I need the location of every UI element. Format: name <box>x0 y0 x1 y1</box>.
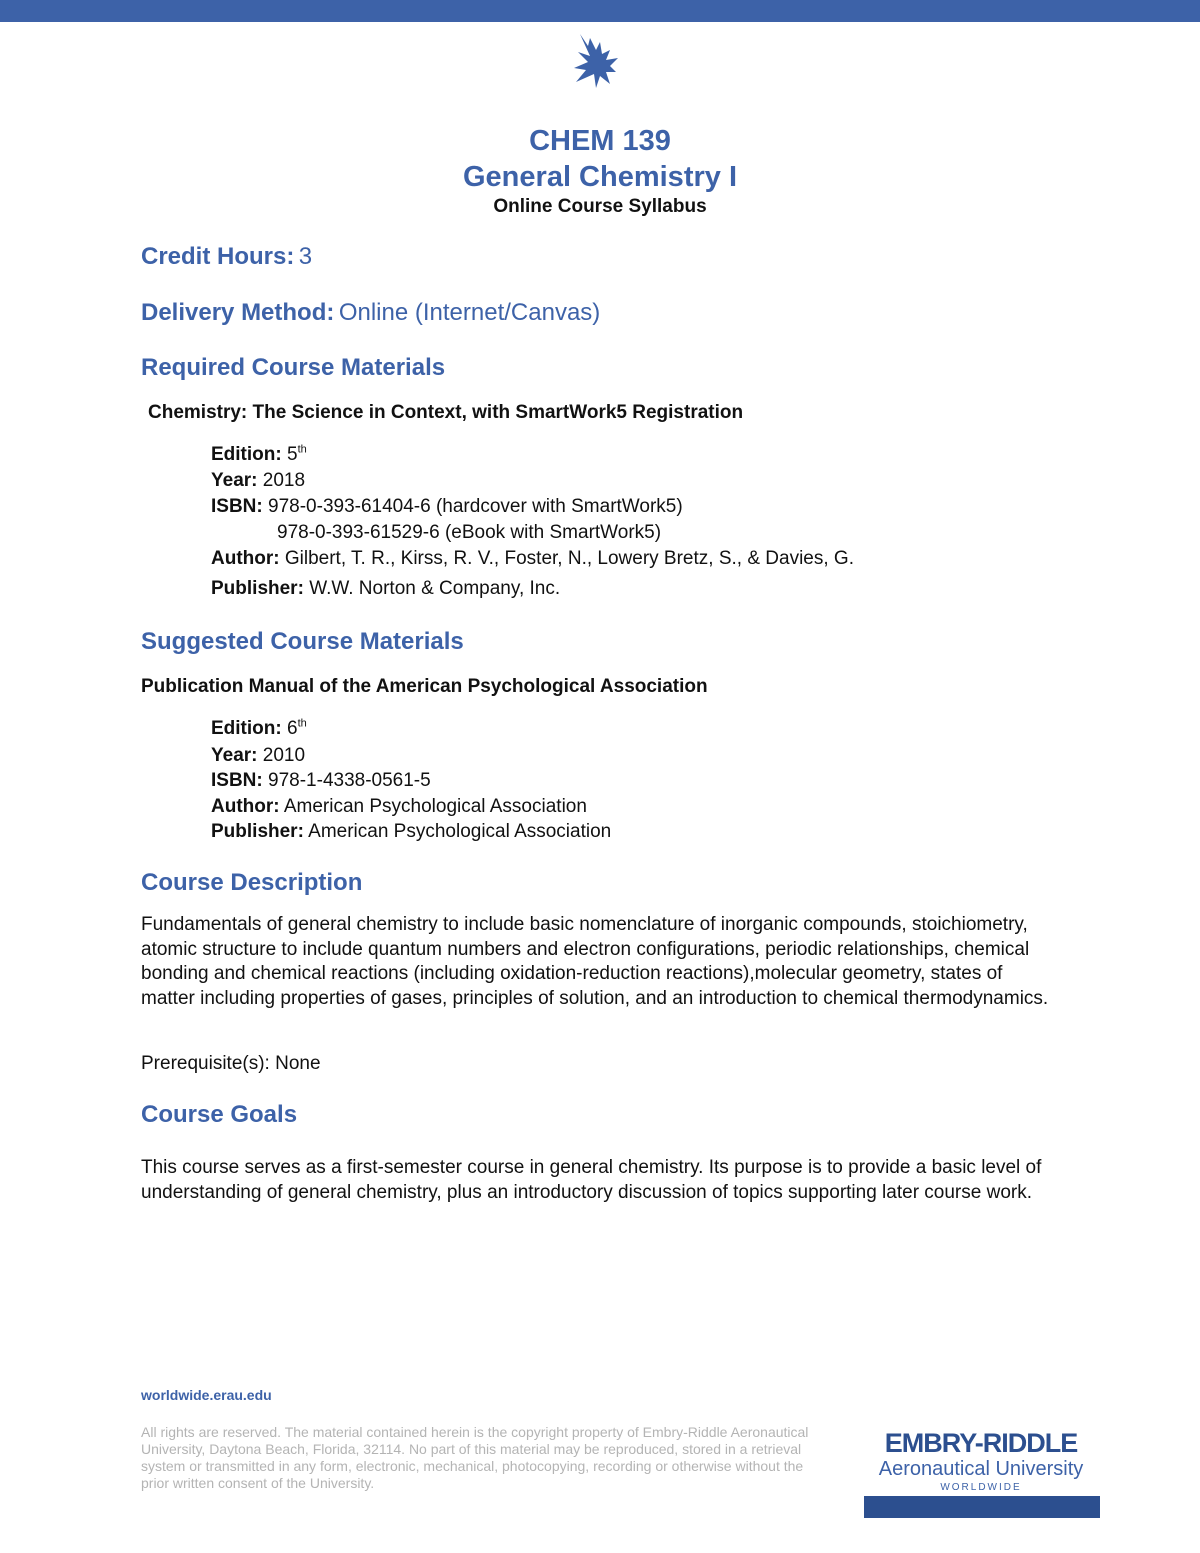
course-description-heading: Course Description <box>141 869 363 896</box>
credit-hours-label: Credit Hours: <box>141 243 295 270</box>
publisher-value: W.W. Norton & Company, Inc. <box>309 578 561 599</box>
suggested-edition <box>211 716 307 742</box>
delivery-method-label: Delivery Method: <box>141 299 335 326</box>
required-publisher <box>211 576 560 602</box>
edition-label: Edition: <box>211 444 282 465</box>
suggested-year <box>211 743 305 769</box>
suggested-materials-heading: Suggested Course Materials <box>141 628 464 655</box>
course-goals-body: This course serves as a first-semester course in general chemistry. Its purpose is to provide a basic level of understanding of general chemistry, plus an introductory discussion of topics supporting later course work. <box>141 1157 1042 1203</box>
website-link[interactable]: worldwide.erau.edu <box>141 1387 272 1403</box>
course-name: General Chemistry I <box>463 161 737 193</box>
publisher-label: Publisher: <box>211 578 304 599</box>
course-code: CHEM 139 <box>529 125 671 157</box>
year-value: 2018 <box>262 470 306 491</box>
isbn-label: ISBN: <box>211 770 263 791</box>
isbn-label: ISBN: <box>211 496 263 517</box>
author-label: Author: <box>211 548 280 569</box>
course-goals-heading: Course Goals <box>141 1101 298 1128</box>
suggested-book-title: Publication Manual of the American Psychological Association <box>141 676 708 697</box>
publisher-value: American Psychological Association <box>308 821 612 842</box>
edition-suffix: th <box>297 717 307 730</box>
edition-value: 5 <box>286 444 298 465</box>
year-value: 2010 <box>262 745 306 766</box>
syllabus-type: Online Course Syllabus <box>493 196 707 217</box>
credit-hours <box>141 243 312 271</box>
eagle-icon <box>566 32 632 92</box>
credit-hours-value: 3 <box>298 243 313 270</box>
required-author <box>211 546 854 572</box>
author-value: Gilbert, T. R., Kirss, R. V., Foster, N., Lowery Bretz, S., & Davies, G. <box>284 548 854 569</box>
logo-worldwide: WORLDWIDE <box>940 1482 1022 1493</box>
edition-suffix: th <box>297 443 307 456</box>
required-edition <box>211 442 307 468</box>
year-label: Year: <box>211 745 258 766</box>
author-label: Author: <box>211 796 280 817</box>
isbn-value: 978-1-4338-0561-5 <box>268 770 431 791</box>
required-isbn <box>211 494 683 520</box>
copyright-notice: All rights are reserved. The material contained herein is the copyright property of Embry-Riddle Aeronautical University, Daytona Beach, Florida, 32114. No part of this material may be reproduced, stored in a retrieval system or transmitted in any form, electronic, mechanical, photocopying, recording or otherwise without the prior written consent of the University. <box>141 1424 809 1491</box>
required-book-title: Chemistry: The Science in Context, with SmartWork5 Registration <box>148 402 744 423</box>
logo-bar <box>864 1496 1100 1518</box>
author-value: American Psychological Association <box>283 796 587 817</box>
logo-name: EMBRY-RIDDLE <box>884 1428 1078 1458</box>
course-description-body: Fundamentals of general chemistry to include basic nomenclature of inorganic compounds, stoichiometry, atomic structure to include quantum numbers and electron configurations, periodic relationships, chemical bonding and chemical reactions (including oxidation-reduction reactions),molecular geometry, states of matter including properties of gases, principles of solution, and an introduction to chemical thermodynamics. <box>141 914 1049 1009</box>
delivery-method <box>141 299 600 327</box>
embry-riddle-logo <box>860 1428 1102 1496</box>
required-year <box>211 468 305 494</box>
delivery-method-value: Online (Internet/Canvas) <box>338 299 601 326</box>
edition-value: 6 <box>286 718 298 739</box>
year-label: Year: <box>211 470 258 491</box>
suggested-author <box>211 794 587 820</box>
title-block <box>0 123 1200 219</box>
logo-subtitle: Aeronautical University <box>878 1458 1084 1480</box>
isbn-value-hardcover: 978-0-393-61404-6 (hardcover with SmartWork5) <box>268 496 683 517</box>
prerequisite-text: Prerequisite(s): None <box>141 1053 321 1074</box>
publisher-label: Publisher: <box>211 821 304 842</box>
required-materials-heading: Required Course Materials <box>141 354 446 381</box>
top-banner-bar <box>0 0 1200 22</box>
suggested-isbn <box>211 768 431 794</box>
edition-label: Edition: <box>211 718 282 739</box>
required-isbn-ebook: 978-0-393-61529-6 (eBook with SmartWork5) <box>277 522 662 543</box>
suggested-publisher <box>211 819 611 845</box>
